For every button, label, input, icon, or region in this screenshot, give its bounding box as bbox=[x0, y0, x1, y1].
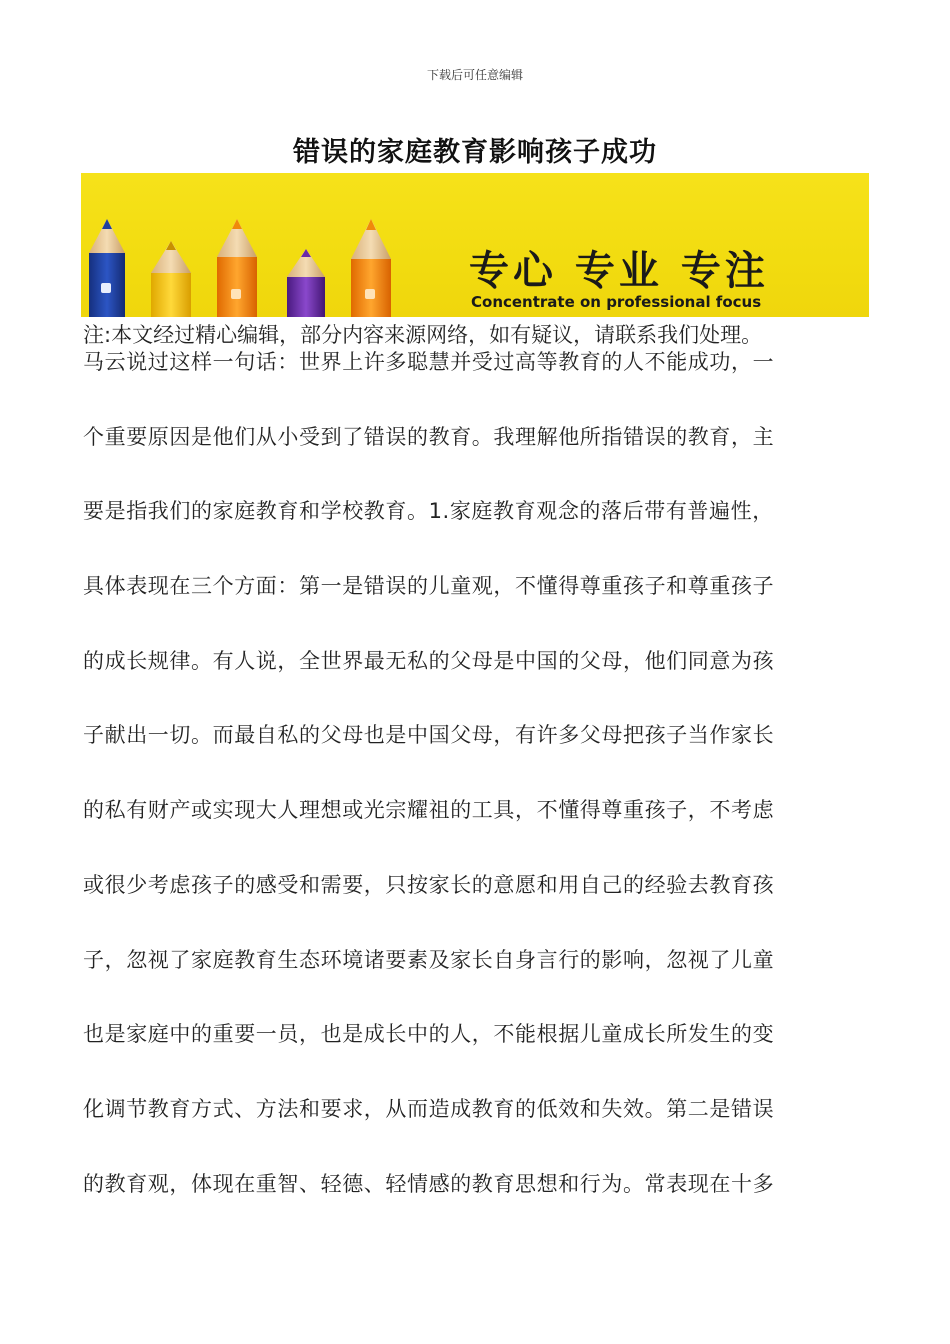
document-title: 错误的家庭教育影响孩子成功 bbox=[293, 137, 657, 168]
body-line: 的教育观，体现在重智、轻德、轻情感的教育思想和行为。常表现在十多 bbox=[83, 1171, 775, 1196]
body-line: 子，忽视了家庭教育生态环境诸要素及家长自身言行的影响，忽视了儿童 bbox=[83, 947, 775, 972]
banner-image bbox=[81, 173, 869, 317]
body-line: 个重要原因是他们从小受到了错误的教育。我理解他所指错误的教育，主 bbox=[83, 424, 775, 449]
body-line: 也是家庭中的重要一员，也是成长中的人，不能根据儿童成长所发生的变 bbox=[83, 1022, 775, 1047]
body-line: 或很少考虑孩子的感受和需要，只按家长的意愿和用自己的经验去教育孩 bbox=[83, 872, 775, 897]
body-line: 化调节教育方式、方法和要求，从而造成教育的低效和失效。第二是错误 bbox=[83, 1096, 775, 1121]
orange-pencil-icon bbox=[217, 219, 257, 317]
banner-slogan: 专心 专业 专注 bbox=[469, 248, 769, 294]
body-line: 要是指我们的家庭教育和学校教育。1.家庭教育观念的落后带有普遍性， bbox=[83, 499, 774, 524]
purple-pencil-icon bbox=[287, 249, 325, 317]
blue-pencil-icon bbox=[89, 219, 125, 317]
yellow-pencil-icon bbox=[151, 241, 191, 317]
body-line: 的成长规律。有人说，全世界最无私的父母是中国的父母，他们同意为孩 bbox=[83, 648, 775, 673]
article-body bbox=[83, 347, 869, 1243]
orange-pencil-2-icon bbox=[351, 219, 391, 317]
body-line: 子献出一切。而最自私的父母也是中国父母，有许多父母把孩子当作家长 bbox=[83, 723, 775, 748]
banner-subtitle: Concentrate on professional focus bbox=[471, 293, 762, 311]
body-line: 马云说过这样一句话：世界上许多聪慧并受过高等教育的人不能成功，一 bbox=[83, 350, 775, 374]
body-line: 的私有财产或实现大人理想或光宗耀祖的工具，不懂得尊重孩子，不考虑 bbox=[83, 798, 775, 823]
header-note: 下载后可任意编辑 bbox=[426, 68, 523, 82]
editor-note: 注:本文经过精心编辑，部分内容来源网络，如有疑议，请联系我们处理。 bbox=[83, 323, 763, 347]
body-line: 具体表现在三个方面：第一是错误的儿童观，不懂得尊重孩子和尊重孩子 bbox=[83, 574, 775, 599]
